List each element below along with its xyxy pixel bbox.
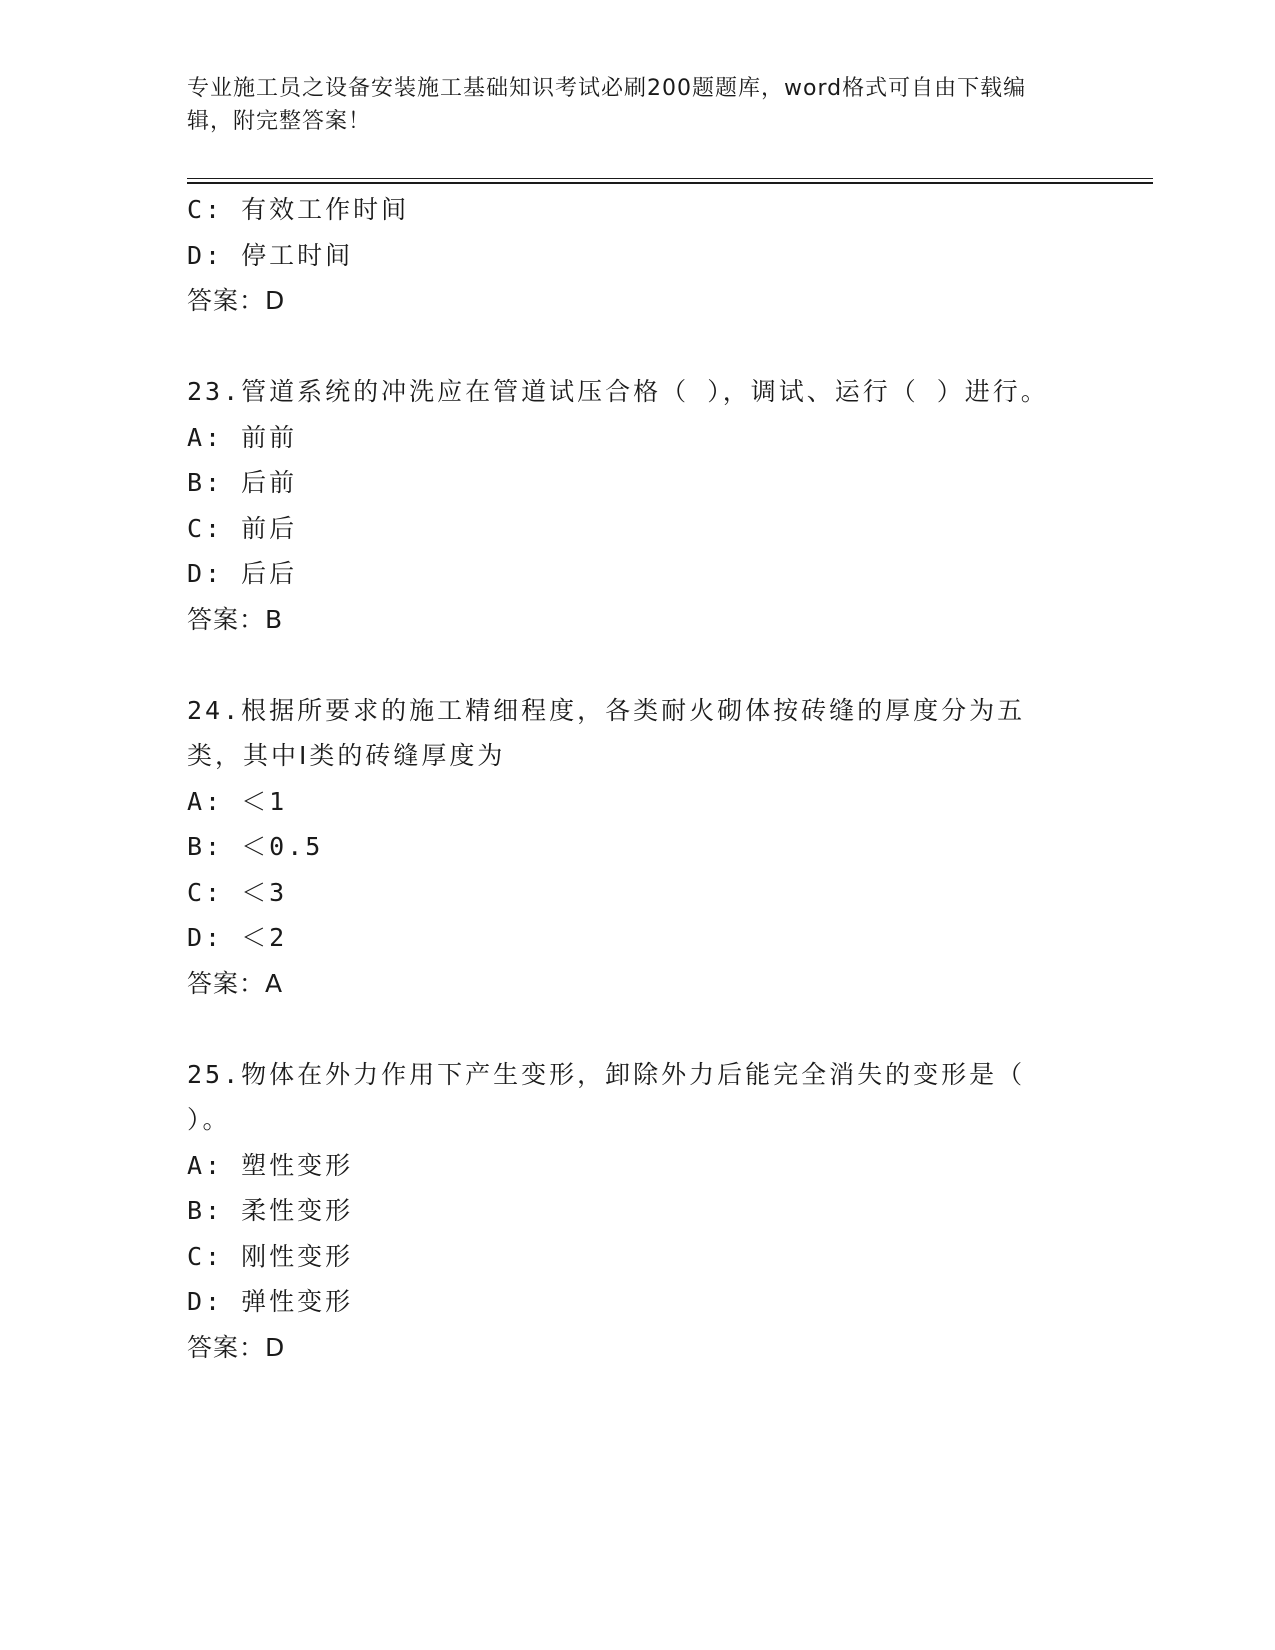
option-label: C: — [187, 877, 224, 907]
answer-line: 答案：D — [187, 1332, 286, 1362]
answer-line: 答案：D — [187, 286, 286, 315]
option-text: 柔性变形 — [241, 1196, 354, 1225]
option-text: 塑性变形 — [241, 1150, 354, 1180]
option-c — [187, 506, 1087, 552]
question-title: 24.根据所要求的施工精细程度，各类耐火砌体按砖缝的厚度分为五类，其中Ⅰ类的砖缝厚度为 — [187, 695, 1026, 770]
option-label: C: — [187, 513, 224, 543]
option-d — [187, 551, 1087, 597]
spacer — [187, 1006, 1087, 1052]
option-text: ＜3 — [241, 877, 288, 907]
option-text: 后后 — [241, 559, 298, 588]
option-c — [187, 187, 1087, 233]
option-a — [187, 1143, 1087, 1189]
option-b — [187, 460, 1087, 506]
header-rule-thin — [187, 178, 1153, 179]
option-label: A: — [187, 422, 224, 452]
option-c — [187, 1234, 1087, 1280]
option-d — [187, 1279, 1087, 1325]
option-label: B: — [187, 1196, 224, 1225]
option-label: A: — [187, 786, 224, 816]
option-b — [187, 1188, 1087, 1234]
question-title: 23.管道系统的冲洗应在管道试压合格（ ），调试、运行（ ）进行。 — [187, 377, 1049, 406]
question-title: 25.物体在外力作用下产生变形，卸除外力后能完全消失的变形是（ ）。 — [187, 1059, 1026, 1134]
option-d — [187, 915, 1087, 961]
option-label: C: — [187, 195, 224, 224]
option-text: 刚性变形 — [241, 1241, 354, 1271]
option-label: B: — [187, 468, 224, 497]
option-a — [187, 415, 1087, 461]
option-text: 有效工作时间 — [241, 195, 410, 224]
option-label: A: — [187, 1150, 224, 1180]
option-c — [187, 870, 1087, 916]
option-text: 停工时间 — [241, 240, 354, 270]
option-a — [187, 779, 1087, 825]
option-text: 后前 — [241, 468, 298, 497]
option-d — [187, 233, 1087, 279]
question-23 — [187, 369, 1087, 642]
option-text: ＜1 — [241, 786, 288, 816]
option-label: D: — [187, 559, 224, 588]
option-text: ＜0.5 — [241, 832, 324, 861]
option-label: B: — [187, 832, 224, 861]
option-text: 前前 — [241, 422, 298, 452]
question-25 — [187, 1052, 1087, 1371]
spacer — [187, 642, 1087, 688]
spacer — [187, 324, 1087, 370]
option-b — [187, 824, 1087, 870]
option-text: ＜2 — [241, 923, 288, 952]
page-header: 专业施工员之设备安装施工基础知识考试必刷200题题库，word格式可自由下载编辑，附完整答案！ — [187, 76, 1027, 134]
option-label: D: — [187, 923, 224, 952]
option-text: 弹性变形 — [241, 1287, 354, 1316]
question-list — [187, 187, 1087, 1370]
answer-line: 答案：A — [187, 968, 284, 998]
header-rule-thick — [187, 182, 1153, 184]
question-prev — [187, 187, 1087, 324]
option-text: 前后 — [241, 513, 298, 543]
option-label: D: — [187, 1287, 224, 1316]
option-label: C: — [187, 1241, 224, 1271]
answer-line: 答案：B — [187, 604, 284, 634]
option-label: D: — [187, 240, 224, 270]
question-24 — [187, 688, 1087, 1007]
